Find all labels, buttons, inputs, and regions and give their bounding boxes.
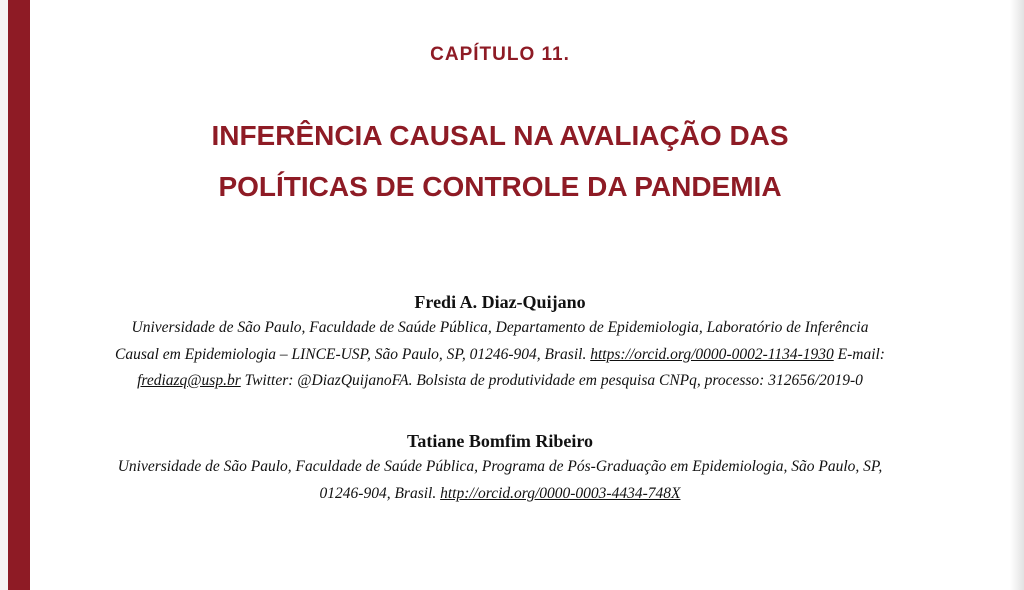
author-extra-info: Twitter: @DiazQuijanoFA. Bolsista de produtividade em pesquisa CNPq, processo: 312656/2019-0 [244, 372, 863, 389]
orcid-link[interactable]: http://orcid.org/0000-0003-4434-748X [440, 484, 681, 502]
author-name: Fredi A. Diaz-Quijano [414, 292, 586, 312]
email-link[interactable]: frediazq@usp.br [137, 372, 241, 389]
author-block-1 [110, 289, 890, 395]
email-label: E-mail: [837, 345, 885, 363]
affiliation-text: Universidade de São Paulo, Faculdade de Saúde Pública, Programa de Pós-Graduação em Epidemiologia, São Paulo, SP, 01246-904, Brasil. [117, 458, 883, 502]
chapter-side-bar [8, 0, 30, 590]
author-name: Tatiane Bomfim Ribeiro [406, 431, 593, 451]
chapter-label: CAPÍTULO 11. [430, 44, 570, 65]
affiliation-text: Universidade de São Paulo, Faculdade de Saúde Pública, Departamento de Epidemiologia, Laboratório de Inferência Causal em Epidemiologia – LINCE-USP, São Paulo, SP, 01246-904, Brasil. [115, 319, 869, 363]
chapter-title [100, 110, 900, 212]
author-block-2 [110, 428, 890, 507]
chapter-title-line-1: INFERÊNCIA CAUSAL NA AVALIAÇÃO DAS [211, 120, 789, 151]
chapter-title-line-2: POLÍTICAS DE CONTROLE DA PANDEMIA [218, 171, 782, 202]
page-left-edge [0, 0, 8, 590]
author-affiliation [110, 315, 890, 395]
page-edge-shadow [1010, 0, 1024, 590]
author-affiliation [110, 454, 890, 507]
orcid-link[interactable]: https://orcid.org/0000-0002-1134-1930 [590, 345, 834, 363]
